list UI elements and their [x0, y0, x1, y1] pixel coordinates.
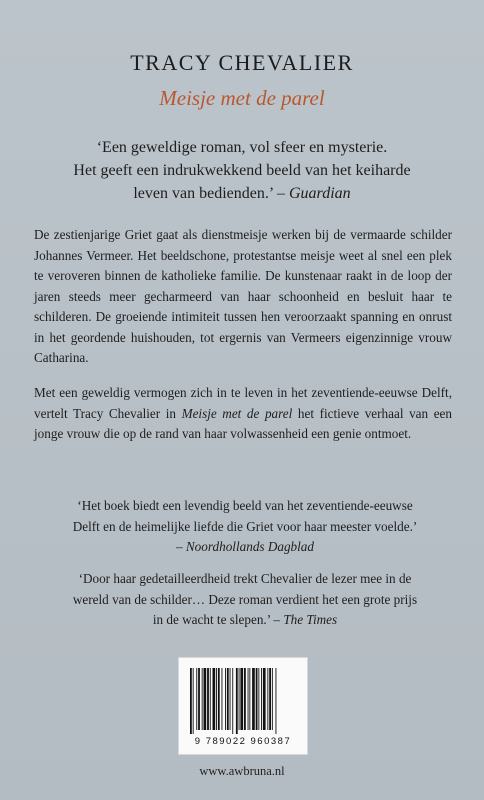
barcode-bar — [249, 668, 250, 730]
isbn-barcode — [178, 657, 308, 755]
barcode-bar — [210, 668, 211, 730]
barcode-bar — [193, 668, 194, 734]
featured-review-quote — [42, 136, 442, 205]
barcode-bar — [216, 668, 217, 730]
barcode-bar — [204, 668, 207, 730]
publisher-url[interactable]: www.awbruna.nl — [199, 764, 285, 778]
review-line: ‘Door haar gedetailleerdheid trekt Chevalier de lezer mee in de — [78, 571, 412, 586]
barcode-bar — [261, 668, 262, 730]
review-line: ‘Het boek biedt een levendig beeld van het zeventiende-eeuwse — [77, 498, 413, 513]
review-source: – Noordhollands Dagblad — [176, 539, 314, 554]
barcode-bar — [269, 668, 271, 730]
book-title: Meisje met de parel — [159, 86, 325, 110]
author-name: TRACY CHEVALIER — [130, 50, 354, 75]
barcode-bar — [267, 668, 268, 730]
review-line: wereld van de schilder… Deze roman verdient het een grote prijs — [72, 591, 418, 607]
blurb-text: het fictieve verhaal van een jonge vrouw die op de rand van haar volwassenheid een genie ontmoet. — [34, 405, 453, 441]
isbn-number: 9 789022 960387 — [194, 736, 292, 747]
barcode-bar — [256, 668, 258, 730]
barcode-bar — [252, 668, 255, 730]
barcode-bar — [272, 668, 273, 730]
barcode-bar — [258, 668, 259, 730]
barcode-bar — [232, 668, 233, 734]
barcode-bar — [190, 668, 192, 734]
blurb-paragraph: De zestienjarige Griet gaat als dienstmeisje werken bij de vermaarde schilder Johannes Vermeer. Het beeldschone, protestantse meisje weet al snel een plek te veroveren binnen de katholieke familie. De kunstenaar raakt in de loop der jaren steeds meer gecharmeerd van haar schoonheid en besluit haar te schilderen. De groeiende intimiteit tussen hen veroorzaakt spanning en onrust in het geordende huishouden, tot ergernis van Vermeers eigenzinnige vrouw Catharina. — [34, 227, 452, 365]
barcode-bar — [207, 668, 209, 730]
barcode-bar — [213, 668, 216, 730]
barcode-bar — [244, 668, 246, 730]
barcode-bar — [198, 668, 200, 730]
review-quote — [40, 569, 450, 631]
barcode-bar — [222, 668, 223, 730]
barcode-bar — [248, 668, 249, 730]
quote-line: Het geeft een indrukwekkend beeld van het keiharde — [73, 162, 411, 179]
review-source: The Times — [283, 612, 338, 627]
barcode-bar — [227, 668, 229, 730]
barcode-bar — [202, 668, 203, 730]
review-quote — [40, 496, 450, 558]
barcode-bar — [239, 668, 240, 730]
quote-line: ‘Een geweldige roman, vol sfeer en mysterie. — [96, 139, 388, 156]
barcode-bar — [196, 668, 197, 730]
barcode-bars — [189, 668, 297, 734]
blurb-book-title: Meisje met de parel — [181, 405, 293, 421]
quote-line: leven van bedienden.’ – — [133, 185, 289, 202]
review-line: in de wacht te slepen.’ – — [152, 612, 284, 627]
quote-source: Guardian — [289, 185, 351, 202]
barcode-bar — [236, 668, 238, 734]
barcode-bar — [263, 668, 266, 730]
barcode-bar — [240, 668, 243, 730]
review-line: Delft en de heimelijke liefde die Griet voor haar meester voelde.’ — [72, 518, 418, 534]
barcode-bar — [218, 668, 220, 730]
barcode-bar — [230, 668, 231, 730]
blurb-text: Met een geweldig vermogen zich in te leven in het zeventiende-eeuwse Delft, vertelt Tracy Chevalier in — [34, 385, 452, 421]
barcode-bar — [276, 668, 277, 734]
blurb-paragraph — [34, 383, 452, 445]
barcode-bar — [225, 668, 226, 730]
